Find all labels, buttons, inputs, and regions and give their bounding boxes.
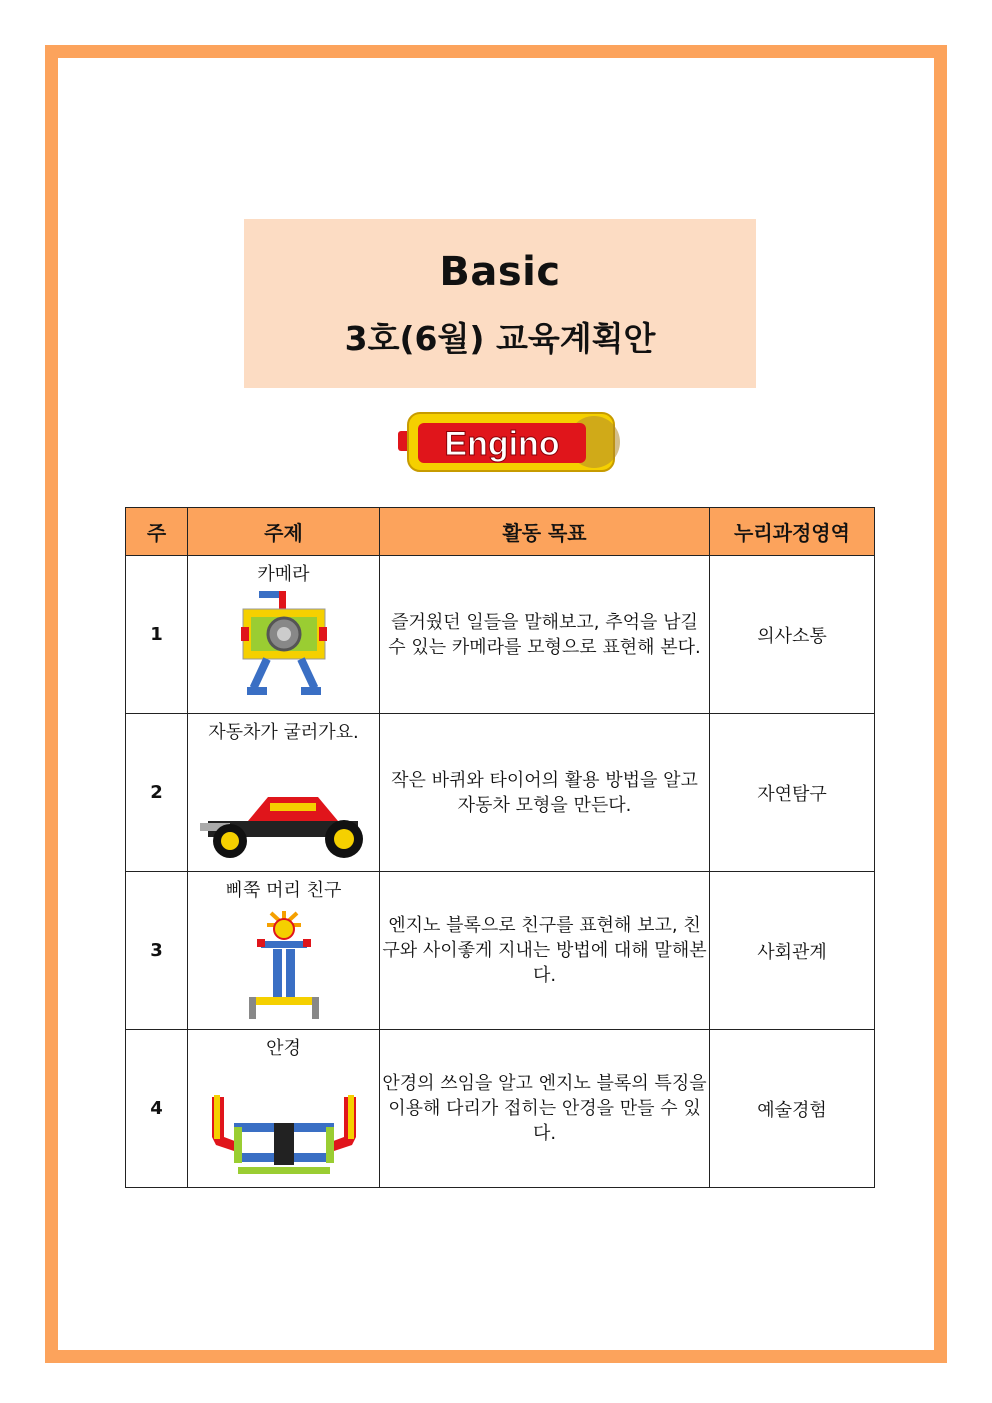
curriculum-area: 자연탐구 [710,714,875,872]
topic-label: 삐쭉 머리 친구 [225,880,342,901]
camera-model-image [239,587,329,705]
week-number: 3 [126,872,188,1030]
header-topic: 주제 [188,508,380,556]
table-row [126,714,875,872]
friend-figure-image [241,909,327,1021]
activity-goal: 안경의 쓰임을 알고 엔지노 블록의 특징을 이용해 다리가 접히는 안경을 만들 수 있다. [380,1030,710,1188]
glasses-model-image [204,1087,364,1179]
curriculum-area: 사회관계 [710,872,875,1030]
topic-label: 카메라 [257,564,310,585]
title-box [244,219,756,388]
activity-goal: 작은 바퀴와 타이어의 활용 방법을 알고 자동차 모형을 만든다. [380,714,710,872]
activity-goal: 즐거웠던 일들을 말해보고, 추억을 남길 수 있는 카메라를 모형으로 표현해 본다. [380,556,710,714]
week-number: 2 [126,714,188,872]
car-model-image [198,783,370,863]
table-row [126,556,875,714]
logo-wordmark: Engino [444,425,560,463]
table-row [126,872,875,1030]
engino-logo [398,407,626,477]
page-subtitle: 3호(6월) 교육계획안 [344,319,656,358]
table-header-row [126,508,875,556]
table-row [126,1030,875,1188]
topic-label: 안경 [266,1038,301,1059]
topic-cell [188,714,380,872]
week-number: 1 [126,556,188,714]
curriculum-table [125,507,875,1188]
topic-cell [188,1030,380,1188]
curriculum-area: 예술경험 [710,1030,875,1188]
topic-cell [188,872,380,1030]
activity-goal: 엔지노 블록으로 친구를 표현해 보고, 친구와 사이좋게 지내는 방법에 대해 말해본다. [380,872,710,1030]
topic-label: 자동차가 굴러가요. [208,722,359,743]
topic-cell [188,556,380,714]
page-title: Basic [439,249,561,295]
header-week: 주 [126,508,188,556]
header-area: 누리과정영역 [710,508,875,556]
curriculum-area: 의사소통 [710,556,875,714]
week-number: 4 [126,1030,188,1188]
header-goal: 활동 목표 [380,508,710,556]
